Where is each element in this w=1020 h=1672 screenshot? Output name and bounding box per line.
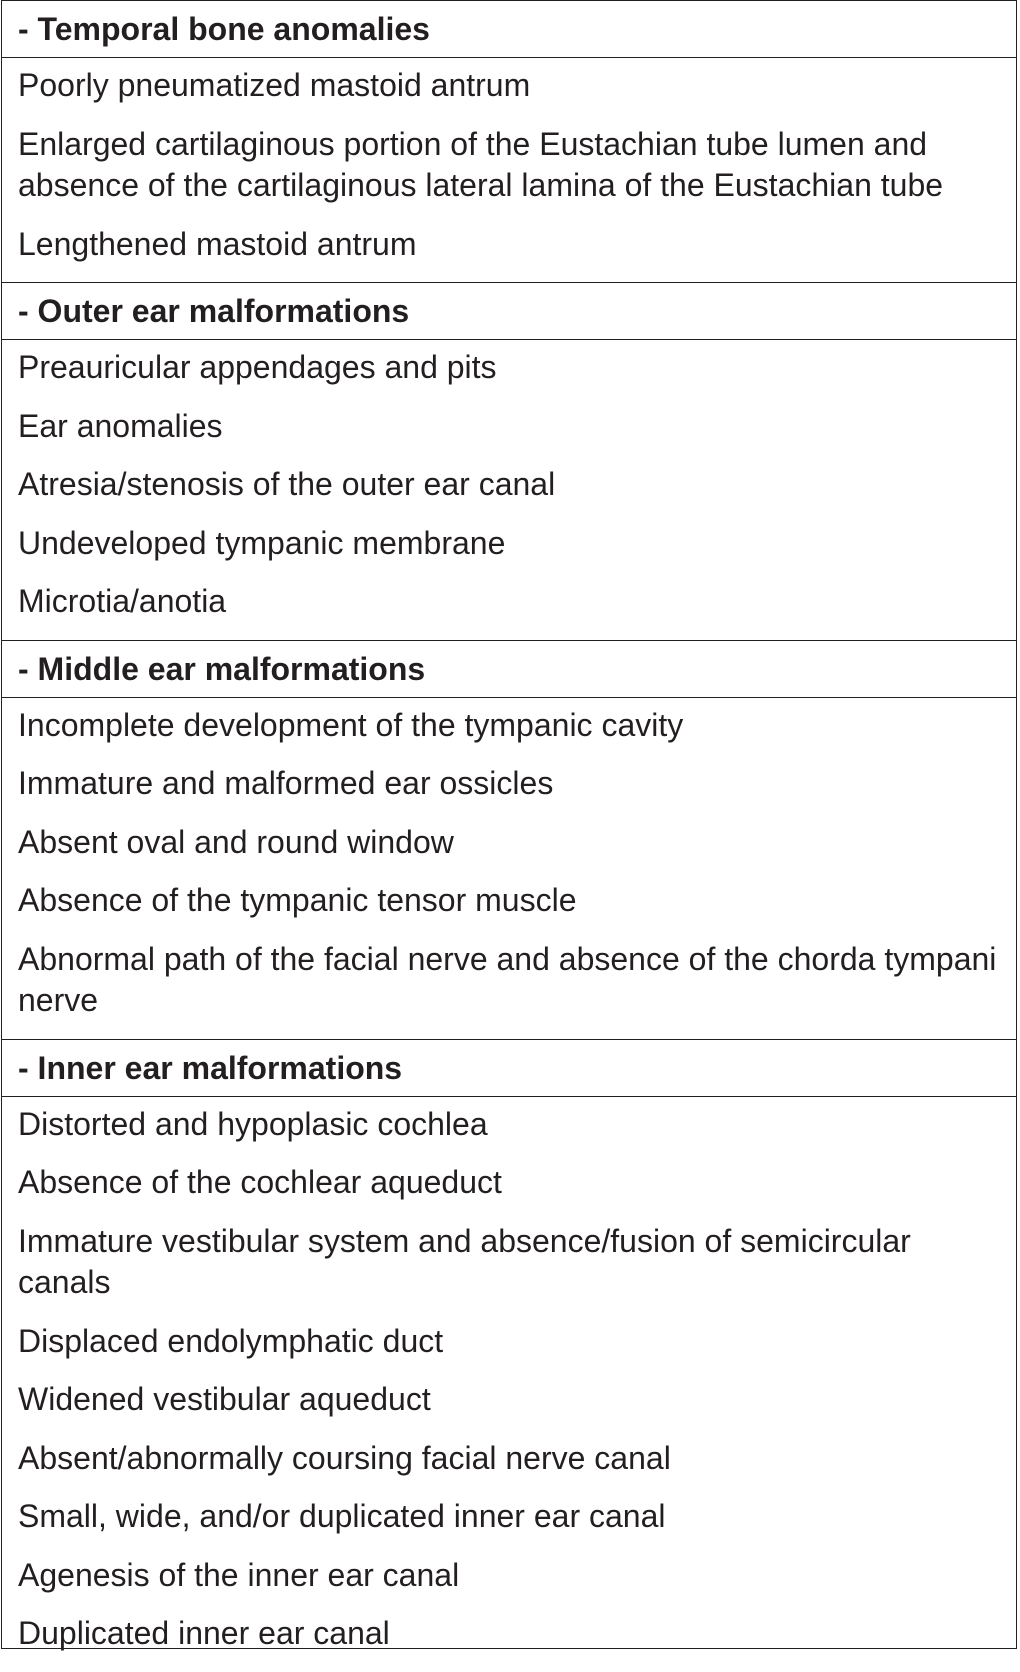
list-item: Small, wide, and/or duplicated inner ear canal: [18, 1498, 666, 1534]
list-item: Ear anomalies: [18, 407, 223, 444]
list-item: Microtia/anotia: [18, 583, 227, 619]
list-item: Lengthened mastoid antrum: [18, 225, 417, 262]
section-body-inner-ear: [2, 1097, 1016, 1672]
list-item: Widened vestibular aqueduct: [18, 1381, 431, 1417]
list-item: Atresia/stenosis of the outer ear canal: [18, 466, 556, 502]
section-body-middle-ear: [2, 698, 1016, 1040]
section-body-temporal-bone: [2, 58, 1016, 283]
list-item: Absence of the cochlear aqueduct: [18, 1164, 502, 1200]
list-item: Absent oval and round window: [18, 823, 454, 860]
list-item: Agenesis of the inner ear canal: [18, 1556, 460, 1593]
section-header-outer-ear: - Outer ear malformations: [2, 283, 1016, 340]
section-header-inner-ear: - Inner ear malformations: [2, 1040, 1016, 1097]
list-item: Distorted and hypoplasic cochlea: [18, 1105, 488, 1142]
section-header-temporal-bone: - Temporal bone anomalies: [2, 1, 1016, 58]
list-item: Abnormal path of the facial nerve and absence of the chorda tympani nerve: [18, 940, 997, 1018]
list-item: Absent/abnormally coursing facial nerve canal: [18, 1439, 671, 1476]
list-item: Poorly pneumatized mastoid antrum: [18, 67, 531, 103]
list-item: Enlarged cartilaginous portion of the Eustachian tube lumen and absence of the cartilaginous lateral lamina of the Eustachian tube: [18, 125, 944, 203]
list-item: Undeveloped tympanic membrane: [18, 524, 506, 561]
list-item: Incomplete development of the tympanic cavity: [18, 706, 684, 743]
section-header-middle-ear: - Middle ear malformations: [2, 641, 1016, 698]
list-item: Displaced endolymphatic duct: [18, 1322, 444, 1359]
list-item: Absence of the tympanic tensor muscle: [18, 882, 577, 918]
malformations-table: [1, 0, 1017, 1649]
list-item: Duplicated inner ear canal: [18, 1615, 390, 1651]
section-body-outer-ear: [2, 340, 1016, 641]
list-item: Immature vestibular system and absence/fusion of semicircular canals: [18, 1222, 911, 1300]
list-item: Immature and malformed ear ossicles: [18, 765, 554, 801]
list-item: Preauricular appendages and pits: [18, 349, 497, 385]
